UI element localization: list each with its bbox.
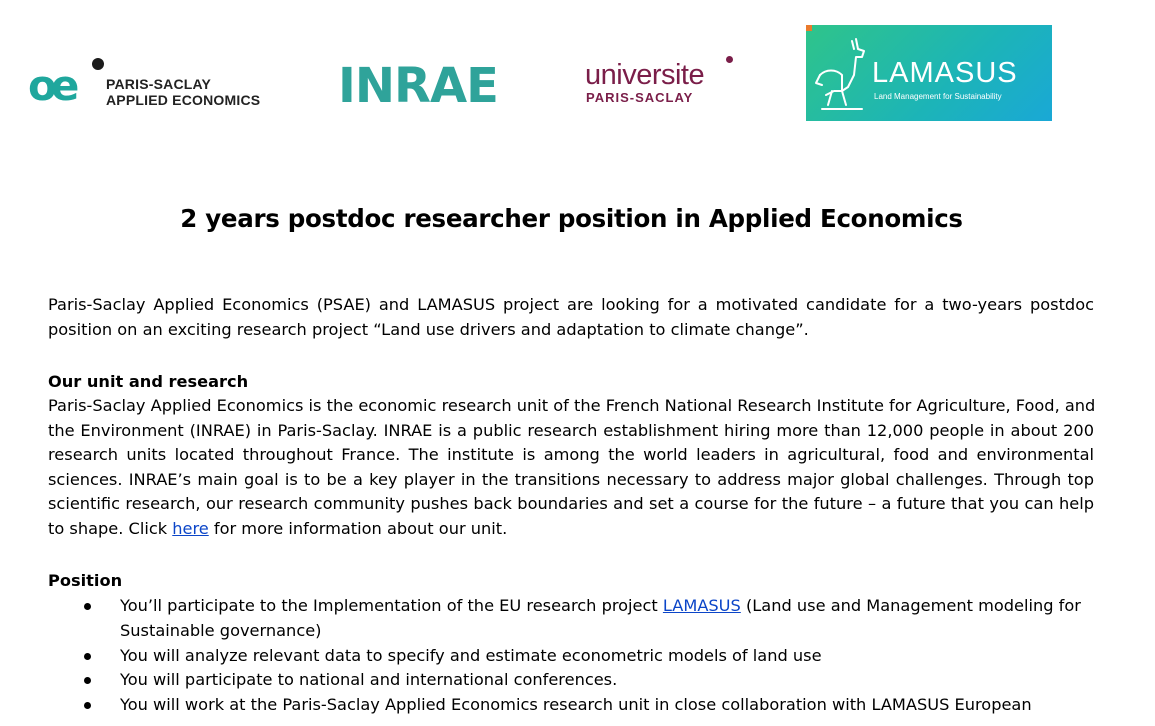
ups-logo-line2: PARIS-SACLAY <box>586 90 694 105</box>
psae-logo-line1: PARIS-SACLAY <box>106 76 212 92</box>
lamasus-logo-tagline: Land Management for Sustainability <box>874 92 1002 101</box>
list-item: You will work at the Paris-Saclay Applied Economics research unit in close collaboration with LAMASUS European <box>84 693 1104 718</box>
list-item: You’ll participate to the Implementation of the EU research project LAMASUS (Land use and Management modeling for Sustainable governance) <box>84 594 1104 644</box>
unit-line-1: Paris-Saclay Applied Economics is the economic research unit of the French National Research Institute for Agriculture, Food, and <box>48 396 1096 415</box>
unit-line-4: sciences. INRAE’s main goal is to be a key player in the transitions necessary to address major global challenges. Through top <box>48 469 1094 489</box>
psae-logo-mark: oe <box>28 61 74 110</box>
bullet-icon <box>84 702 91 709</box>
lamasus-logo <box>806 25 1052 121</box>
intro-line-1: Paris-Saclay Applied Economics (PSAE) and LAMASUS project are looking for a motivated candidate for a two-years postdoc <box>48 295 1094 314</box>
intro-paragraph <box>48 293 1094 342</box>
llama-icon <box>812 35 870 115</box>
universite-paris-saclay-logo <box>585 56 745 108</box>
position-bullet-list <box>84 594 1104 718</box>
unit-paragraph <box>48 394 1094 542</box>
unit-heading: Our unit and research <box>48 372 249 391</box>
lamasus-logo-name: LAMASUS <box>872 57 1018 89</box>
unit-line-2: the Environment (INRAE) in Paris-Saclay. INRAE is a public research establishment hiring more than 12,000 people in about 200 <box>48 420 1094 440</box>
unit-line-3: research units located throughout France. The institute is among the world leaders in agricultural, food and environmental <box>48 445 1094 465</box>
list-item: You will analyze relevant data to specify and estimate econometric models of land use <box>84 644 1104 669</box>
lamasus-project-link[interactable]: LAMASUS <box>662 596 741 615</box>
psae-logo-dot <box>92 58 104 70</box>
intro-line-2: position on an exciting research project “Land use drivers and adaptation to climate change”. <box>48 319 809 339</box>
bullet-icon <box>84 603 91 610</box>
bullet-icon <box>84 653 91 660</box>
unit-line-6: to shape. Click here for more information about our unit. <box>48 518 508 538</box>
position-heading: Position <box>48 571 123 590</box>
unit-line-5: scientific research, our research community pushes back boundaries and set a course for the future – a future that you can help <box>48 494 1094 514</box>
ups-logo-dot <box>726 56 733 63</box>
unit-more-info-link[interactable]: here <box>172 518 209 538</box>
document-title: 2 years postdoc researcher position in Applied Economics <box>180 204 963 233</box>
bullet-icon <box>84 677 91 684</box>
list-item: You will participate to national and international conferences. <box>84 668 1104 693</box>
ups-logo-line1: universite <box>585 59 705 91</box>
inrae-logo: INRAE <box>338 58 498 114</box>
psae-logo-line2: APPLIED ECONOMICS <box>106 92 261 108</box>
psae-logo <box>28 56 278 112</box>
